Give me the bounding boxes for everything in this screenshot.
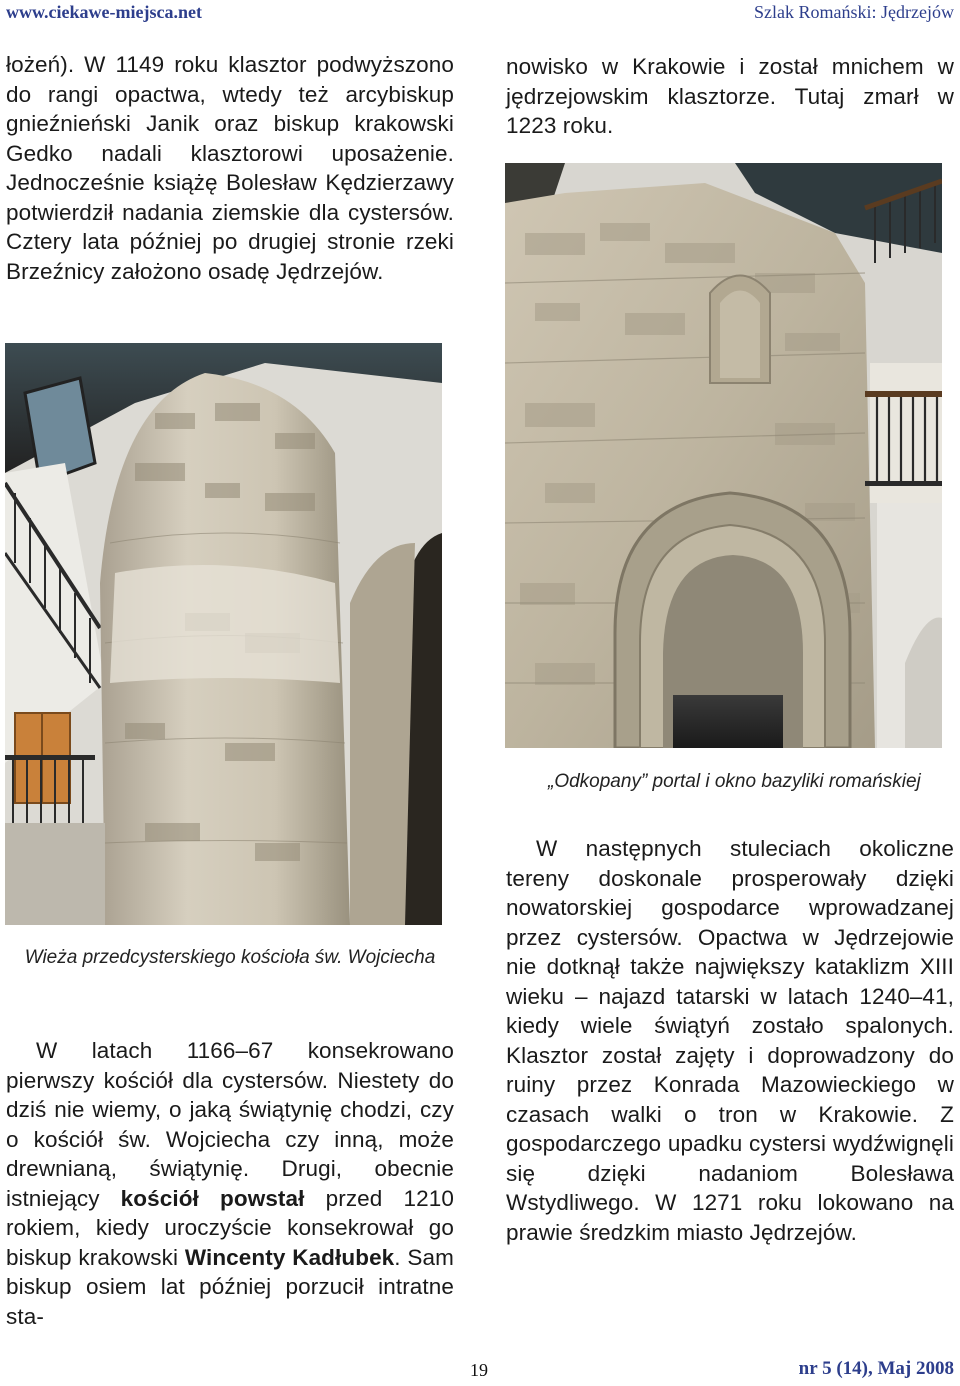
left-bottom-paragraph xyxy=(6,1036,454,1331)
right-bottom-paragraph: W następnych stuleciach okoliczne tereny doskonale prosperowały dzięki nowatorskiej gospodarce wprowadzanej przez cystersów. Opactwa w Jędrzejowie nie dotknął także największy kataklizm XIII wieku – najazd tatarski w latach 1240–41, kiedy wiele świątyń zostało spalonych. Klasztor został zajęty i doprowadzony do ruiny przez Konrada Mazowieckiego w czasach walki o tron w Krakowie. Z gospodarczego upadku cystersi wydźwignęli się dzięki nadaniom Bolesława Wstydliwego. W 1271 roku lokowano na prawie średzkim miasto Jędrzejów. xyxy=(506,836,954,1245)
issue-label: nr 5 (14), Maj 2008 xyxy=(798,1358,954,1379)
page-number: 19 xyxy=(470,1360,488,1380)
portal-photo-image xyxy=(505,163,942,748)
left-top-paragraph: łożeń). W 1149 roku klasztor podwyższono do rangi opactwa, wtedy też arcybiskup gnieźnieński Janik oraz biskup krakowski Gedko nadali klasztorowi uposażenie. Jednocześnie książę Bolesław Kędzierzawy potwierdził nadania ziemskie dla cystersów. Cztery lata później po drugiej stronie rzeki Brzeźnicy założono osadę Jędrzejów. xyxy=(6,52,454,284)
tower-photo-image xyxy=(5,343,442,925)
left-bottom-text-1: W latach 1166–67 konsekrowano pierwszy kościół dla cystersów. Niestety do dziś nie wiemy, o jaką świątynię chodzi, czy o kościół św. Wojciecha czy inną, może drewnianą, świątynię. Drugi, obecnie istniejący xyxy=(6,1038,454,1211)
left-bottom-text-2: przed 1210 rokiem, kiedy uroczyście konsekrował go biskup krakowski xyxy=(6,1185,454,1270)
bold-wincenty-kadlubek: Wincenty Kadłubek xyxy=(184,1244,395,1270)
page-header xyxy=(0,0,960,28)
tower-photo-caption: Wieża przedcysterskiego kościoła św. Wojciecha xyxy=(24,947,436,968)
site-url[interactable]: www.ciekawe-miejsca.net xyxy=(6,2,202,22)
bold-church-built: kościół powstał xyxy=(120,1185,305,1211)
tower-photo xyxy=(5,343,442,925)
right-top-paragraph: nowisko w Krakowie i został mnichem w jędrzejowskim klasztorze. Tutaj zmarł w 1223 roku. xyxy=(506,54,954,138)
left-bottom-text-3: . Sam biskup osiem lat później porzucił intratne sta- xyxy=(6,1244,454,1329)
section-title: Szlak Romański: Jędrzejów xyxy=(754,2,954,22)
portal-photo-caption: „Odkopany” portal i okno bazyliki romańskiej xyxy=(548,771,921,792)
portal-photo xyxy=(505,163,942,748)
